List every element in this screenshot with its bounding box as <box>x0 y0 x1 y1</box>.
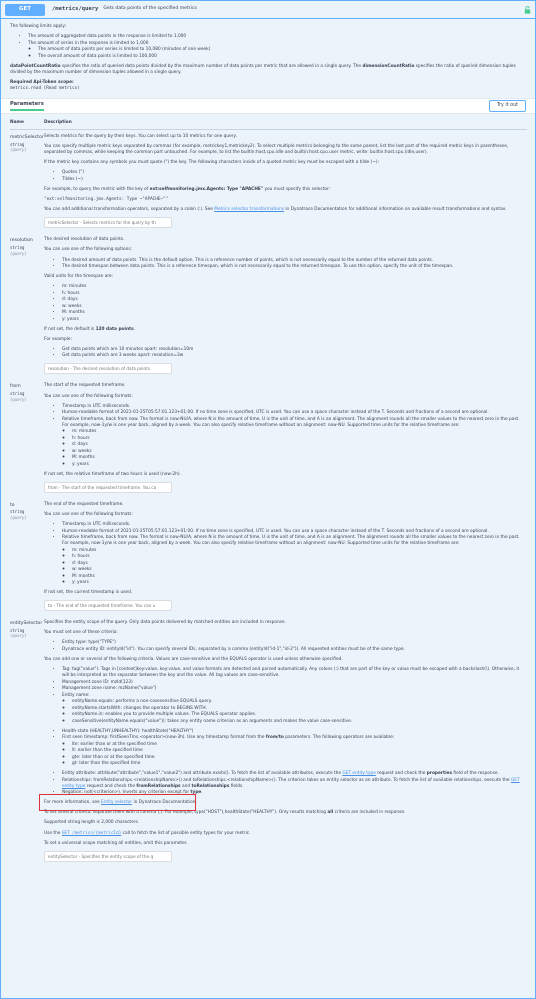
param-name: resolution <box>10 238 33 244</box>
link-get-metric[interactable]: GET /metrics/{metricId} <box>61 830 122 836</box>
param-text: You can add one or several of the following criteria. Values are case-sensitive and the EQUALS operator is used unless otherwise specified. <box>44 656 343 662</box>
list-item: • The desired timespan between data points. This is a reference timespan, which is not necessarily equal to the returned timespan. To use this option, specify the unit of the timespan. <box>62 264 527 270</box>
param-type: string <box>10 391 25 396</box>
list-item: • The desired amount of data points. This is the default option. This is a reference number of points, which is not necessarily equal to the number of the returned data points. <box>62 258 527 264</box>
entitySelector-input[interactable] <box>44 851 172 862</box>
param-text: You must set one of these criteria: <box>44 630 118 636</box>
param-location: (query) <box>10 147 27 153</box>
param-text: If the metric key contains any symbols you must quote (") the key. The following characters inside of a quoted metric key must be escaped with a tilde (~): <box>44 160 379 166</box>
list-item: ◦ entityName.equals: performs a non-casesensitive EQUALS query. <box>72 699 527 705</box>
list-item: ◦ gt: later than the specified time <box>72 761 527 767</box>
list-item: • Tildes (~) <box>62 177 527 183</box>
list-item: ◦ caseSensitive(entityName.equals("value")): takes any entity name criterion as an arguments and makes the value case-sensitive. <box>72 719 527 725</box>
list-item: • d: days <box>62 297 527 303</box>
link-get-entity-type[interactable]: GET entity type <box>62 777 520 789</box>
param-location: (query) <box>10 250 27 256</box>
criterion-text: Entity name: <box>62 692 90 698</box>
resolution-input[interactable] <box>44 363 172 374</box>
column-header-name: Name <box>10 120 24 126</box>
param-description <box>44 383 527 498</box>
from-input[interactable] <box>44 482 172 493</box>
link-metrics-selector-transformations[interactable]: Metrics selector transformations <box>214 207 284 213</box>
scope-title: Required Api-Token scope: <box>10 79 74 85</box>
param-text: You can specify multiple metric keys separated by commas (for example, metrickey1,metrickey2). To select multiple metrics belonging to the same parent, list the last part of the required metric keys in parentheses, separated by commas, while keeping the common part untouched. For example, to list the builtin:host.cpu.idle and builtin:host.cpu.user metric, write: builtin:host.cpu.(idle,user). <box>44 144 509 156</box>
scope-value: metrics.read (Read metrics) <box>10 85 80 91</box>
list-item: ◦ h: hours <box>72 554 527 560</box>
list-item: ◦ The amount of data points per series is limited to 10,080 (minutes of one week) <box>38 47 527 53</box>
list-item <box>62 417 527 468</box>
param-description <box>44 502 527 617</box>
param-description <box>44 237 527 380</box>
param-text: For example, to query the metric with the key of ext:selfmonitoring.jmx.Agents: Type "APACHE" you must specify this selector: <box>44 187 331 193</box>
format-text: Relative timeframe, back from now. The format is now-NU/A, where N is the amount of time, U is the unit of time, and A is an alignment. The alignment rounds all the smaller values to the nearest zero in the past. For example, now-1y/w is one year back, aligned by a week. You can also specify relative timeframe without an alignment: now-NU. Supported time units for the relative timeframe are: <box>62 534 520 547</box>
param-text: Specifies the entity scope of the query. Only data points delivered by matched entities are included in response. <box>44 620 286 626</box>
operation-description <box>1 19 535 92</box>
param-name: entitySelector <box>10 621 43 627</box>
param-text: Supported string length is 2,000 characters. <box>44 820 140 826</box>
link-entity-selector[interactable]: Entity selector <box>101 800 133 806</box>
param-description <box>44 620 527 868</box>
list-item: • m: minutes <box>62 284 527 290</box>
param-location: (query) <box>10 396 27 402</box>
endpoint-path: /metrics/query <box>52 5 99 12</box>
param-type: string <box>10 509 25 515</box>
list-item: ◦ m: minutes <box>72 429 527 435</box>
param-text: If not set, the relative timeframe of two hours is used (now-2h). <box>44 471 181 477</box>
parameters-tabbar <box>1 98 535 114</box>
list-item: • h: hours <box>62 291 527 297</box>
list-item: • w: weeks <box>62 304 527 310</box>
list-item: • Relationships: fromRelationships.<relationshipName>() and toRelationships.<relationshipName>(). The criterion takes an entity selector as an attribute. To fetch the list of available relationships, execute the GET entity type request and check the fromRelationships and toRelationships fields. <box>62 778 527 790</box>
list-item: ◦ y: years <box>72 580 527 586</box>
list-item: ◦ m: minutes <box>72 548 527 554</box>
param-text: You can add additional transformation operators, separated by a colon (:). See Metrics selector transformations in Dynatrace Documentation for additional information on available result transformations and syntax. <box>44 207 507 213</box>
param-text: To set a universal scope matching all entities, omit this parameter. <box>44 840 188 846</box>
highlight-annotation-box <box>39 794 196 811</box>
param-text: You can use one of the following formats: <box>44 393 133 399</box>
try-it-out-button[interactable]: Try it out <box>489 100 526 112</box>
list-item: ◦ d: days <box>72 561 527 567</box>
http-method-badge: GET <box>5 4 45 16</box>
ratio-note: dataPointCountRatio specifies the ratio of queried data points divided by the maximum number of data points per metric that are allowed in a single query. The dimensionCountRatio specifies the ratio of queried dimension tuples divided by the maximum number of dimension tuples allowed in a single query. <box>10 63 516 75</box>
list-item: • M: months <box>62 310 527 316</box>
list-item: ◦ w: weeks <box>72 449 527 455</box>
param-row-to <box>10 502 527 617</box>
list-item: • First seen timestamp: firstSeenTms.<operator>(now-3h). Use any timestamp format from the from/to parameters. The following operators are available: ◦ lte: earlier than or at the specified time ◦ lt: earlier than the specified time ◦ gte: later than or at the specified time ◦ gt: later than the specified time <box>62 735 527 767</box>
list-item: • Entity type: type("TYPE") <box>62 640 527 646</box>
param-type: string <box>10 627 25 633</box>
param-text: For more information, see Entity selector in Dynatrace Documentation. <box>44 800 197 806</box>
param-text: You can use one of the following options: <box>44 247 133 253</box>
limits-intro: The following limits apply: <box>10 24 67 29</box>
limit-text: The amount of series in the response is limited to 1,000 <box>28 40 149 46</box>
list-item: ◦ entityName.startsWith: changes the operator to BEGINS WITH. <box>72 706 527 712</box>
list-item: • Health state (HEALTHY,UNHEALTHY): healthState("HEALTHY") <box>62 729 527 735</box>
list-item: • Human-readable format of 2021-01-25T05:57:01.123+01:00. If no time zone is specified, UTC is used. You can use a space character instead of the T. Seconds and fractions of a second are optional. <box>62 410 527 416</box>
list-item: ◦ lte: earlier than or at the specified time <box>72 742 527 748</box>
list-item: • Timestamp in UTC milliseconds. <box>62 404 527 410</box>
param-type: string <box>10 141 25 147</box>
operation-header[interactable] <box>1 1 535 19</box>
param-type: string <box>10 244 25 250</box>
link-get-entity-type[interactable]: GET entity type <box>342 771 376 777</box>
param-name: from <box>10 384 21 390</box>
list-item <box>62 693 527 725</box>
list-item: ◦ M: months <box>72 574 527 580</box>
list-item: ◦ gte: later than or at the specified time <box>72 755 527 761</box>
list-item: • Negation: not(<criterion>). Inverts any criterion except for type. <box>62 790 527 796</box>
list-item: ◦ w: weeks <box>72 567 527 573</box>
metricSelector-input[interactable] <box>44 217 172 228</box>
list-item: ◦ lt: earlier than the specified time <box>72 748 527 754</box>
lock-icon[interactable] <box>523 6 531 14</box>
list-item: • Entity attribute: attribute("attribute","value1","value2") and attribute.exists(). To fetch the list of available attributes, execute the GET entity type request and check the properties field of the response. <box>62 771 527 777</box>
param-row-metricSelector <box>10 134 527 234</box>
param-text: Use the GET /metrics/{metricId} call to fetch the list of possible entity types for your metric. <box>44 830 251 836</box>
param-name: to <box>10 502 15 508</box>
table-header <box>10 120 527 130</box>
param-text: The end of the requested timeframe. <box>44 501 124 507</box>
limits-list <box>10 34 527 60</box>
list-item: • Tag: tag("value"). Tags in [context]key:value, key:value, and value formats are detected and parsed automatically. Any colons (:) that are part of the key or value must be escaped with a backslash(\). Otherwise, it will be interpreted as the separator between the key and the value. All tag values are case-sensitive. <box>62 667 527 679</box>
list-item-mz-name: • Management zone name: mzName("value") <box>62 686 527 692</box>
format-text: Relative timeframe, back from now. The format is now-NU/A, where N is the amount of time, U is the unit of time, and A is an alignment. The alignment rounds all the smaller values to the nearest zero in the past. For example, now-1y/w is one year back, aligned by a week. You can also specify relative timeframe without an alignment: now-NU. Supported time units for the relative timeframe are: <box>62 416 520 428</box>
param-text: For example: <box>44 336 73 342</box>
param-row-entitySelector <box>10 620 527 868</box>
param-text: If not set, the default is 120 data points. <box>44 326 135 332</box>
list-item: • Human-readable format of 2021-01-25T05:57:01.123+01:00. If no time zone is specified, UTC is used. You can use a space character instead of the T. Seconds and fractions of a second are optional. <box>62 529 527 535</box>
list-item: • Dynatrace entity ID: entityId("id"). You can specify several IDs, separated by a comma (entityId("id-1","id-2")). All requested entities must be of the same type. <box>62 647 527 653</box>
param-text: Selects metrics for the query by their keys. You can select up to 10 metrics for one query. <box>44 134 237 140</box>
to-input[interactable] <box>44 600 172 611</box>
param-text: You can use one of the following formats: <box>44 511 133 517</box>
list-item <box>28 41 527 60</box>
list-item <box>62 535 527 586</box>
list-item: • Get data points which are 3 weeks apart: resolution=3w <box>62 353 527 359</box>
list-item: • Timestamp in UTC milliseconds. <box>62 522 527 528</box>
list-item: • The amount of aggregated data points in the response is limited to 1,000 <box>28 34 527 40</box>
column-header-description: Description <box>44 120 72 126</box>
list-item: ◦ entityName.in: enables you to provide multiple values. The EQUALS operator applies. <box>72 712 527 718</box>
example-code: "ext:selfmonitoring.jmx.Agents: Type ~"APACHE~"" <box>44 197 169 203</box>
list-item: ◦ M: months <box>72 455 527 461</box>
parameters-table <box>1 114 535 868</box>
list-item: • y: years <box>62 317 527 323</box>
param-row-from <box>10 383 527 498</box>
endpoint-summary: Gets data points of the specified metrics <box>103 6 197 12</box>
param-location: (query) <box>10 515 27 521</box>
param-text: Valid units for the timespan are: <box>44 274 114 280</box>
list-item: ◦ d: days <box>72 442 527 448</box>
param-text: The start of the requested timeframe. <box>44 383 126 389</box>
list-item-mz-id: • Management zone ID: mzId(123) <box>62 680 527 686</box>
list-item: ◦ The overall amount of data points is limited to 100,000 <box>38 54 527 60</box>
param-location: (query) <box>10 633 27 639</box>
list-item: ◦ y: years <box>72 462 527 468</box>
param-name: metricSelector <box>10 135 44 141</box>
param-text: If not set, the current timestamp is used. <box>44 590 133 596</box>
param-text: The desired resolution of data points. <box>44 237 125 243</box>
param-description <box>44 134 527 234</box>
param-text: To set several criteria, separate them with a comma (,). For example, type("HOST"),healthState("HEALTHY"). Only results matching all criteria are included in response. <box>44 810 406 816</box>
param-row-resolution <box>10 237 527 380</box>
list-item: • Quotes (") <box>62 170 527 176</box>
tab-parameters[interactable]: Parameters <box>10 101 44 111</box>
list-item: ◦ h: hours <box>72 436 527 442</box>
list-item: • Get data points which are 10 minutes apart: resolution=10m <box>62 347 527 353</box>
